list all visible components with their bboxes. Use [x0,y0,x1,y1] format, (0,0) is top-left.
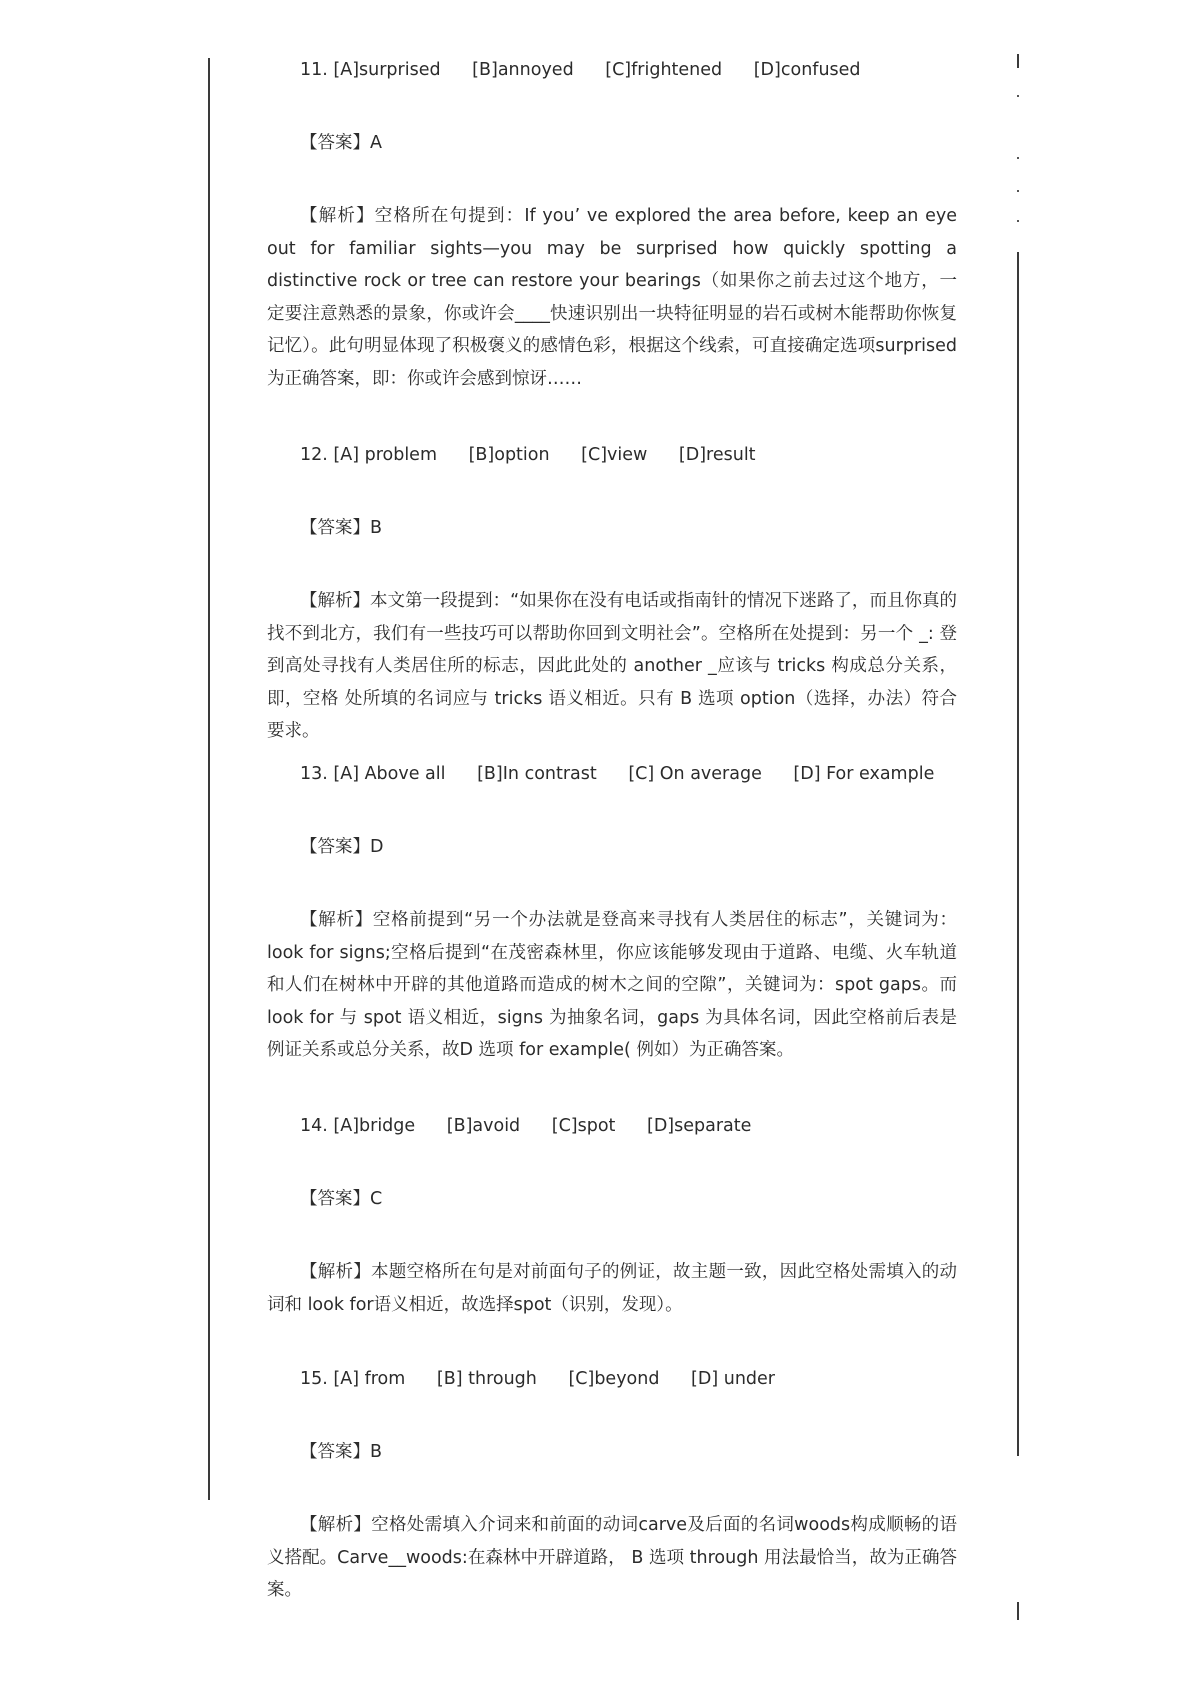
answer-11: 【答案】A [300,133,382,153]
answer-12: 【答案】B [300,518,383,538]
option-c: [C]beyond [568,1369,660,1389]
left-margin-rule [208,58,210,1500]
option-c: [C] On average [628,764,762,784]
option-c: [C]spot [551,1116,616,1136]
margin-dot [1017,157,1019,159]
option-a: 13. [A] Above all [300,764,446,784]
right-margin-rule [1017,252,1019,1456]
option-d: [D]result [678,445,756,465]
question-13 [300,763,960,785]
option-b: [B]annoyed [472,60,574,80]
margin-dot [1017,190,1019,192]
option-b: [B]avoid [446,1116,521,1136]
analysis-11: 【解析】空格所在句提到：If you’ ve explored the area before, keep an eye out for familiar sights—you may be surprised how quickly spotting a distinctive rock or tree can restore your bearings（如果你之前去过这个地方，一定要注意熟悉的景象，你或许会____快速识别出一块特征明显的岩石或树木能帮助你恢复记忆）。此句明显体现了积极褒义的感情色彩，根据这个线索，可直接确定选项surprised为正确答案，即：你或许会感到惊讶…… [267,206,957,389]
margin-dot [1017,220,1019,222]
answer-14: 【答案】C [300,1189,383,1209]
right-margin-tick-bottom [1017,1602,1019,1620]
option-c: [C]view [581,445,648,465]
option-b: [B] through [436,1369,537,1389]
question-15 [300,1368,801,1390]
analysis-12: 【解析】本文第一段提到：“如果你在没有电话或指南针的情况下迷路了，而且你真的找不到北方，我们有一些技巧可以帮助你回到文明社会”。空格所在处提到：另一个 _: 登 到高处寻找有人类居住所的标志，因此此处的 another _应该与 tricks 构成总分关系，即，空格 处所填的名词应与 tricks 语义相近。只有 B 选项 option（选择，办法）符合要求。 [267,591,957,741]
option-c: [C]frightened [605,60,723,80]
option-a: 14. [A]bridge [300,1116,416,1136]
option-a: 12. [A] problem [300,445,437,465]
question-14 [300,1115,777,1137]
margin-dot [1017,95,1019,97]
analysis-13: 【解析】空格前提到“另一个办法就是登高来寻找有人类居住的标志”，关键词为：look for signs;空格后提到“在茂密森林里，你应该能够发现由于道路、电缆、火车轨道和人们在树林中开辟的其他道路而造成的树木之间的空隙”，关键词为：spot gaps。而 look for 与 spot 语义相近，signs 为抽象名词，gaps 为具体名词，因此空格前后表是例证关系或总分关系，故D 选项 for example( 例如）为正确答案。 [267,910,957,1060]
option-a: 11. [A]surprised [300,60,441,80]
option-a: 15. [A] from [300,1369,406,1389]
question-11 [300,59,887,81]
option-d: [D] under [691,1369,775,1389]
analysis-14: 【解析】本题空格所在句是对前面句子的例证，故主题一致，因此空格处需填入的动词和 look for语义相近，故选择spot（识别，发现）。 [267,1262,957,1315]
option-b: [B]option [468,445,550,465]
option-d: [D]confused [753,60,861,80]
question-12 [300,444,782,466]
option-b: [B]In contrast [477,764,597,784]
right-margin-tick-top [1017,54,1019,68]
option-d: [D] For example [793,764,935,784]
option-d: [D]separate [647,1116,752,1136]
answer-15: 【答案】B [300,1442,383,1462]
answer-13: 【答案】D [300,837,384,857]
analysis-15: 【解析】空格处需填入介词来和前面的动词carve及后面的名词woods构成顺畅的语义搭配。Carve__woods:在森林中开辟道路， B 选项 through 用法最恰当，故为正确答案。 [267,1515,957,1600]
